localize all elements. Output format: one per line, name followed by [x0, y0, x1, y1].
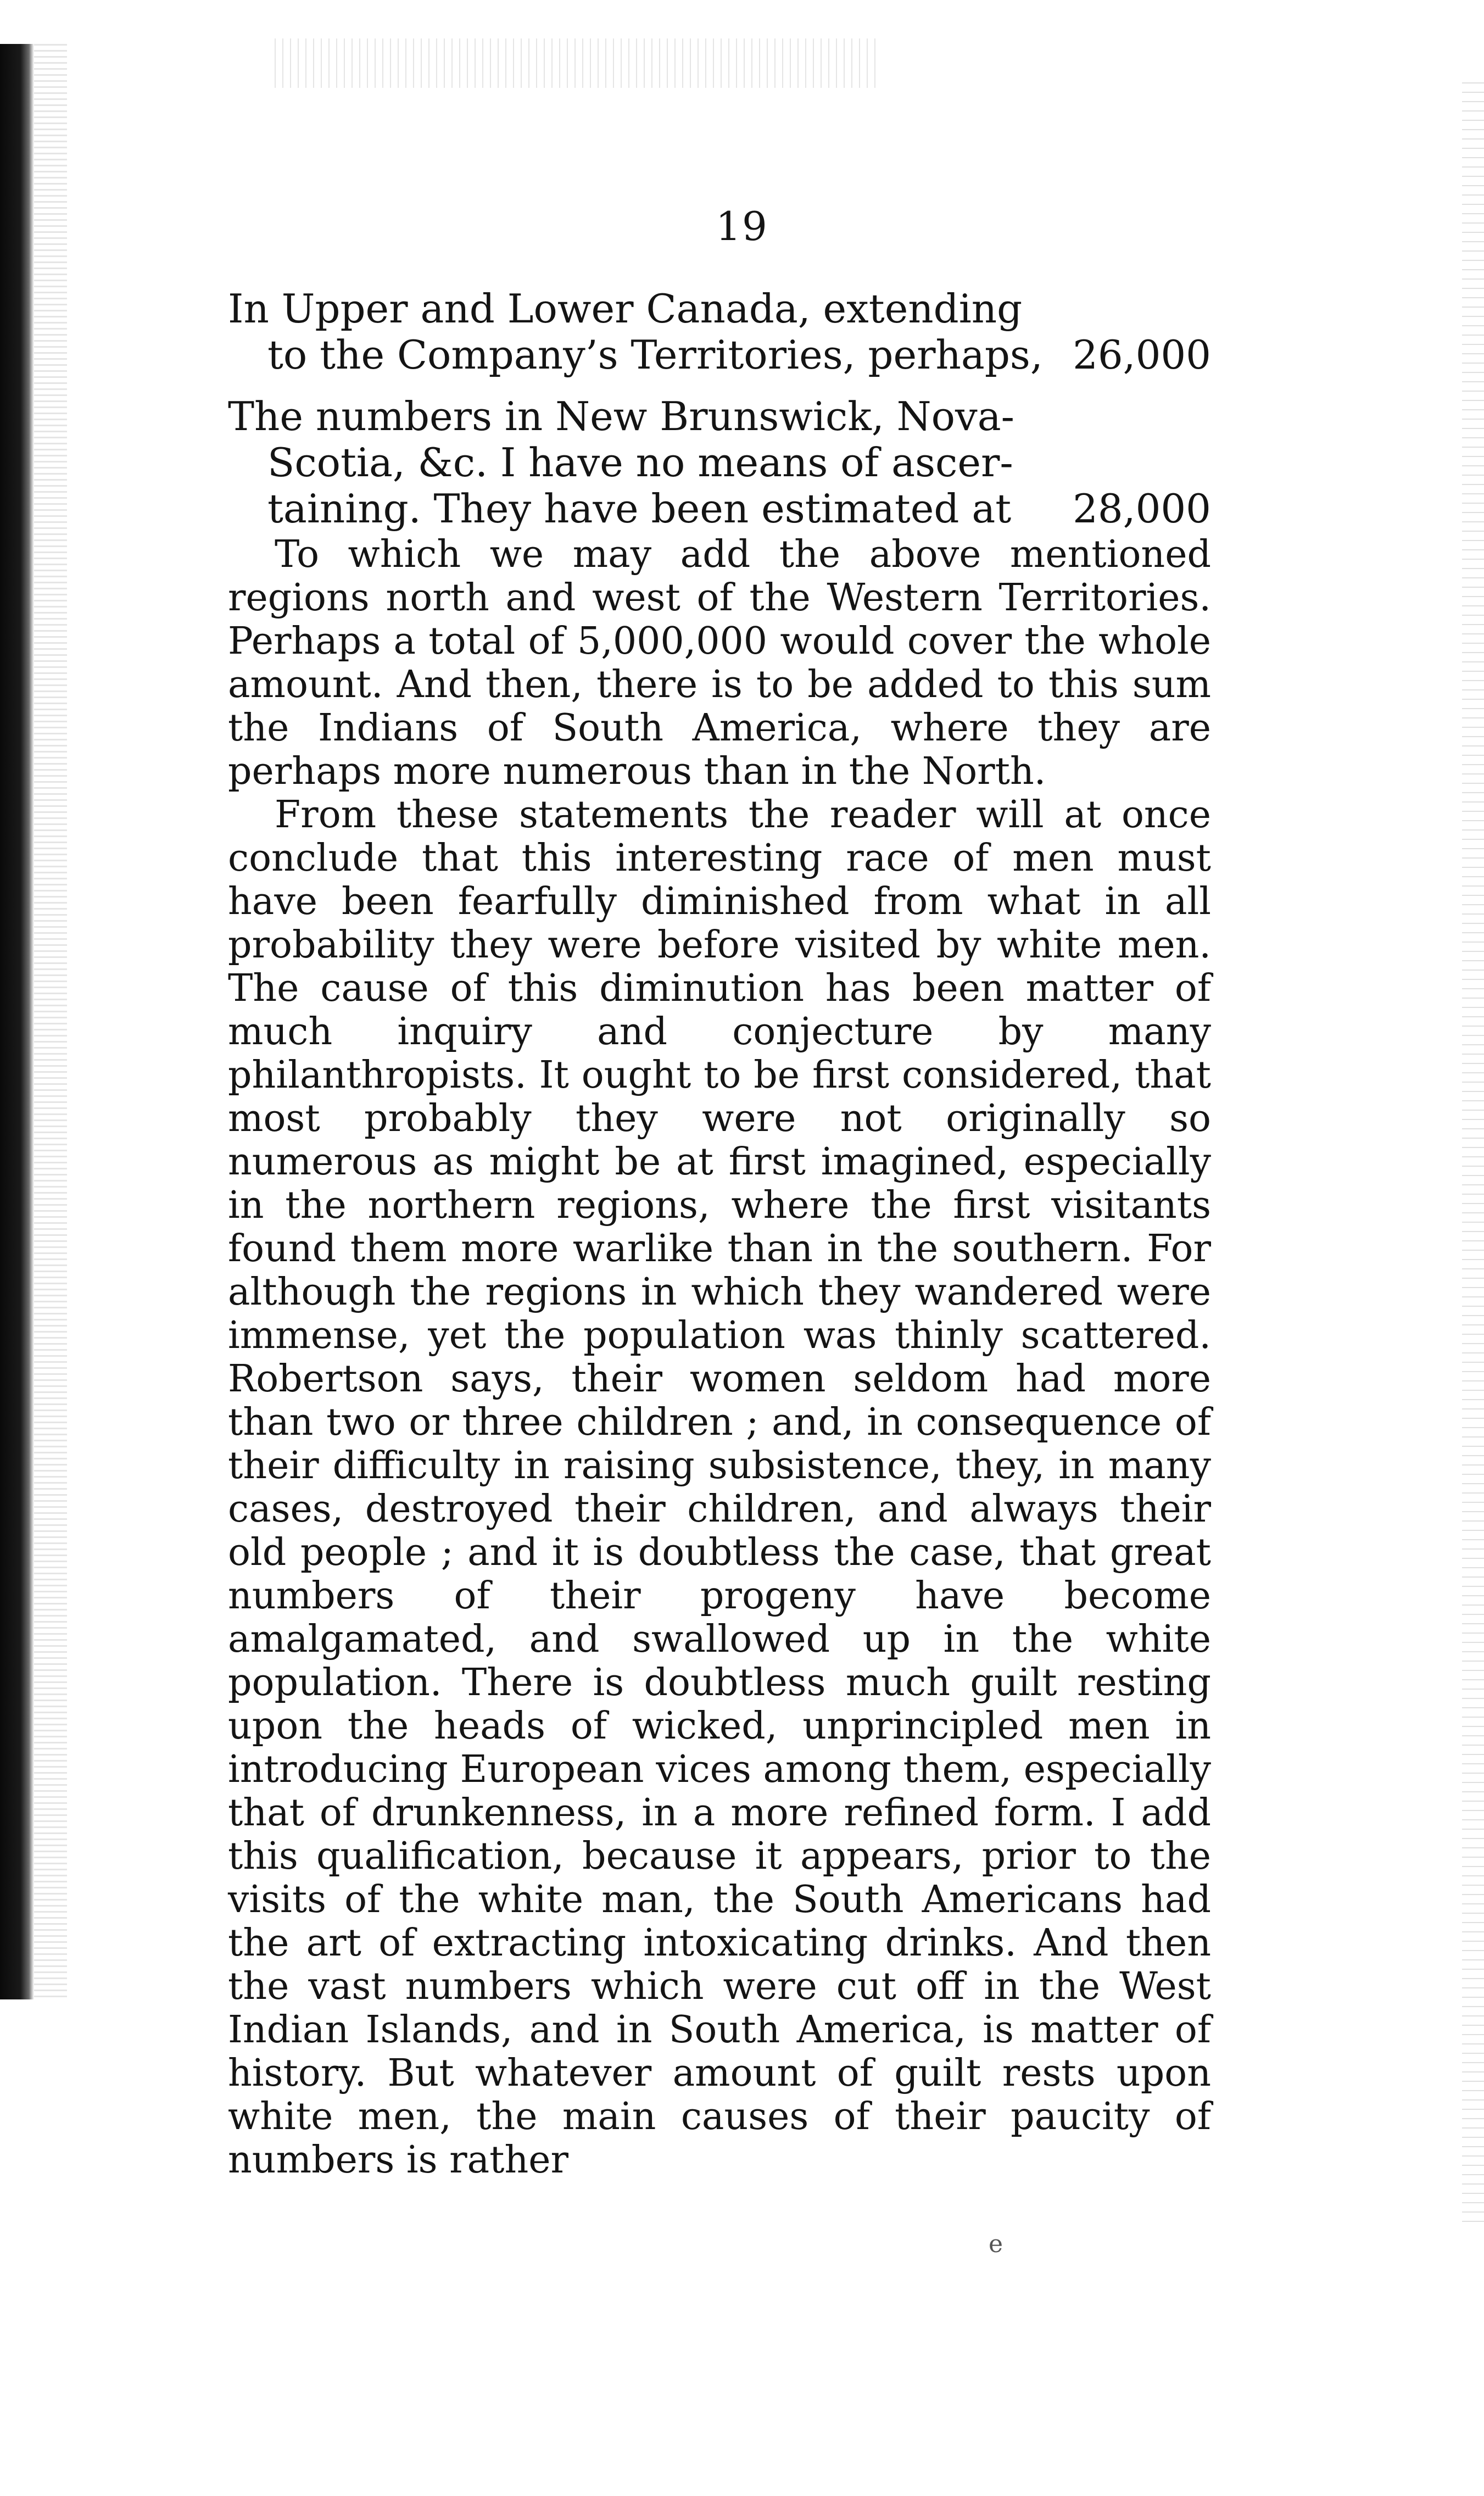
book-spine-shadow [0, 44, 34, 1999]
table-row-label-line: The numbers in New Brunswick, Nova- [228, 393, 1014, 439]
population-table [228, 286, 1211, 547]
table-row-new-brunswick [228, 393, 1211, 532]
scan-noise-left [34, 44, 67, 1999]
stray-ink-mark: e [989, 2230, 1003, 2258]
body-text [228, 533, 1211, 2182]
scan-noise-right [1462, 82, 1484, 2225]
table-row-label-line: taining. They have been estimated at [267, 486, 1012, 532]
page-number: 19 [716, 203, 768, 249]
table-row-value: 26,000 [1073, 332, 1211, 378]
scan-noise-top [275, 38, 879, 88]
table-row-label-line: In Upper and Lower Canada, extending [228, 286, 1023, 332]
paragraph: From these statements the reader will at once conclude that this interesting race of men must have been fearfully diminished from what in all probability they were before visited by white men. The cause of this diminution has been matter of much inquiry and conjecture by many philanthropists. It ought to be first considered, that most probably they were not originally so numerous as might be at first imagined, especially in the northern regions, where the first visitants found them more warlike than in the southern. For although the regions in which they wandered were immense, yet the population was thinly scattered. Robertson says, their women seldom had more than two or three children ; and, in consequence of their difficulty in raising subsistence, they, in many cases, destroyed their children, and always their old people ; and it is doubtless the case, that great numbers of their progeny have become amalgamated, and swallowed up in the white population. There is doubtless much guilt resting upon the heads of wicked, unprincipled men in introducing European vices among them, especially that of drunkenness, in a more refined form. I add this qualification, because it appears, prior to the visits of the white man, the South Americans had the art of extracting intoxicating drinks. And then the vast numbers which were cut off in the West Indian Islands, and in South America, is matter of history. But whatever amount of guilt rests upon white men, the main causes of their paucity of numbers is rather [228, 793, 1211, 2182]
table-row-label-line: Scotia, &c. I have no means of ascer- [267, 439, 1013, 486]
table-row-canada [228, 286, 1211, 378]
table-row-value: 28,000 [1073, 486, 1211, 532]
table-row-label-line: to the Company’s Territories, perhaps, [267, 332, 1043, 378]
paragraph: To which we may add the above mentioned regions north and west of the Western Territories. Perhaps a total of 5,000,000 would cover the whole amount. And then, there is to be added to this sum the Indians of South America, where they are perhaps more numerous than in the North. [228, 533, 1211, 793]
